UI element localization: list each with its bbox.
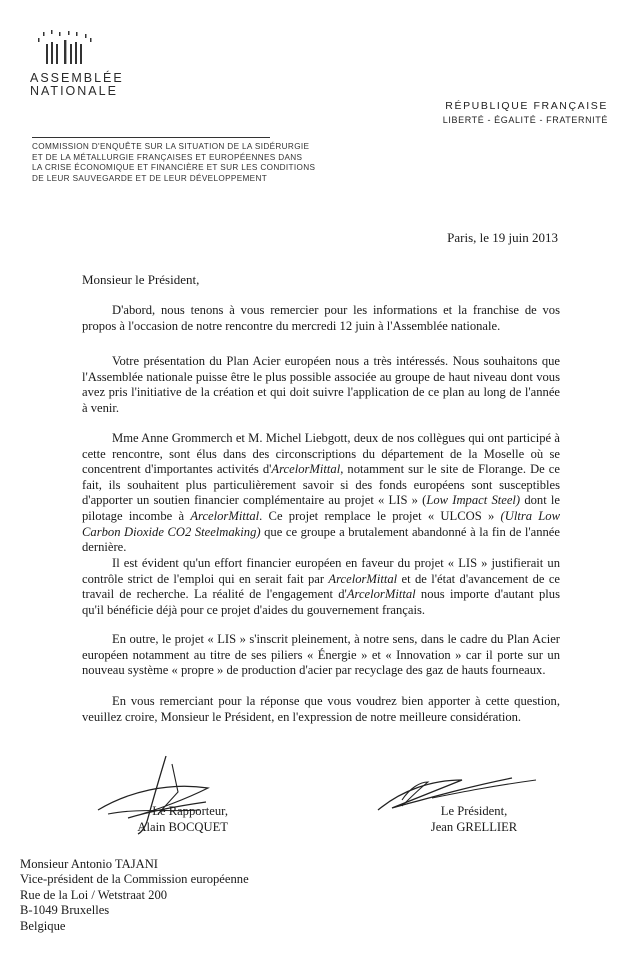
president-name: Jean GRELLIER	[430, 819, 518, 834]
org-name-line2: NATIONALE	[30, 84, 118, 98]
company-name: ArcelorMittal	[346, 587, 416, 602]
rapporteur-name: Alain BOCQUET	[137, 819, 228, 834]
president-title: Le Président,	[440, 804, 508, 818]
republic-title: RÉPUBLIQUE FRANÇAISE	[445, 100, 608, 112]
project-name: (Ultra Low Carbon Dioxide CO2 Steelmaking)	[82, 508, 560, 539]
address-line: Belgique	[20, 918, 66, 933]
salutation: Monsieur le Président,	[82, 272, 200, 287]
republic-motto: LIBERTÉ - ÉGALITÉ - FRATERNITÉ	[442, 115, 608, 125]
commission-line: ET DE LA MÉTALLURGIE FRANÇAISES ET EUROPÉENNES DANS	[32, 152, 303, 162]
project-name: Low Impact Steel)	[426, 493, 521, 508]
president-block	[420, 804, 528, 835]
commission-name	[32, 142, 332, 184]
paragraph-5-text: En outre, le projet « LIS » s'inscrit pleinement, à notre sens, dans le cadre du Plan Acier européen notamment au titre de ses piliers « Énergie » et « Innovation » car il porte sur un nouveau système « propre » de production d'acier par recyclage des gaz de hauts fourneaux.	[82, 632, 560, 678]
paragraph-3-text: Mme Anne Grommerch et M. Michel Liebgott, deux de nos collègues qui ont participé à cette rencontre, sont élus dans des circonscriptions du département de la Moselle où se concentrent d'importantes activités d'ArcelorMittal, notamment sur le site de Florange. De ce fait, ils souhaitent plus particulièrement savoir si des fonds européens sont susceptibles d'apporter un soutien financier complémentaire au projet « LIS » (Low Impact Steel) dont le pilotage incombe à ArcelorMittal. Ce projet remplace le projet « ULCOS » (Ultra Low Carbon Dioxide CO2 Steelmaking) que ce groupe a brutalement abandonné à la fin de l'année dernière.	[82, 431, 560, 555]
paragraph-1	[82, 303, 560, 334]
commission-line: DE LEUR SAUVEGARDE ET DE LEUR DÉVELOPPEMENT	[32, 173, 268, 183]
commission-divider	[32, 137, 270, 138]
recipient-address	[20, 857, 249, 934]
rapporteur-block	[120, 804, 228, 835]
address-line: Vice-président de la Commission européenne	[20, 872, 249, 887]
address-line: Rue de la Loi / Wetstraat 200	[20, 887, 168, 902]
paragraph-4	[82, 556, 560, 618]
paragraph-5	[82, 632, 560, 679]
paragraph-6	[82, 694, 560, 725]
company-name: ArcelorMittal	[271, 462, 341, 477]
assemblee-logo	[30, 30, 130, 98]
address-line: B-1049 Bruxelles	[20, 903, 110, 918]
paragraph-2	[82, 354, 560, 416]
commission-line: COMMISSION D'ENQUÊTE SUR LA SITUATION DE LA SIDÉRURGIE	[32, 142, 310, 151]
commission-line: LA CRISE ÉCONOMIQUE ET FINANCIÈRE ET SUR LES CONDITIONS	[32, 163, 316, 173]
paragraph-1-text: D'abord, nous tenons à vous remercier pour les informations et la franchise de vos propos à l'occasion de notre rencontre du mercredi 12 juin à l'Assemblée nationale.	[82, 303, 560, 333]
republic-header	[443, 100, 608, 125]
paragraph-3	[82, 431, 560, 556]
rapporteur-title: Le Rapporteur,	[152, 804, 228, 818]
paragraph-6-text: En vous remerciant pour la réponse que vous voudrez bien apporter à cette question, veuillez croire, Monsieur le Président, en l'expression de notre meilleure considération.	[82, 694, 560, 724]
letter-date: Paris, le 19 juin 2013	[447, 230, 558, 245]
address-line: Monsieur Antonio TAJANI	[20, 857, 158, 871]
org-name-line1: ASSEMBLÉE	[30, 71, 124, 85]
company-name: ArcelorMittal	[190, 508, 260, 523]
paragraph-4-text: Il est évident qu'un effort financier européen en faveur du projet « LIS » justifierait un contrôle strict de l'emploi qui en serait fait par ArcelorMittal et de l'état d'avancement de ce travail de recherche. La réalité de l'engagement d'ArcelorMittal nous importe d'autant plus qu'il bénéficie déjà pour ce projet d'aides du gouvernement français.	[82, 556, 561, 617]
hemicycle-emblem-icon	[34, 30, 104, 66]
paragraph-2-text: Votre présentation du Plan Acier européen nous a très intéressés. Nous souhaitons que l'Assemblée nationale puisse être le plus possible associée au groupe de haut niveau dont vous avez pris l'initiative de la création et qui doit suivre l'application de ce plan au long de l'année à venir.	[82, 354, 560, 415]
company-name: ArcelorMittal	[328, 571, 398, 586]
